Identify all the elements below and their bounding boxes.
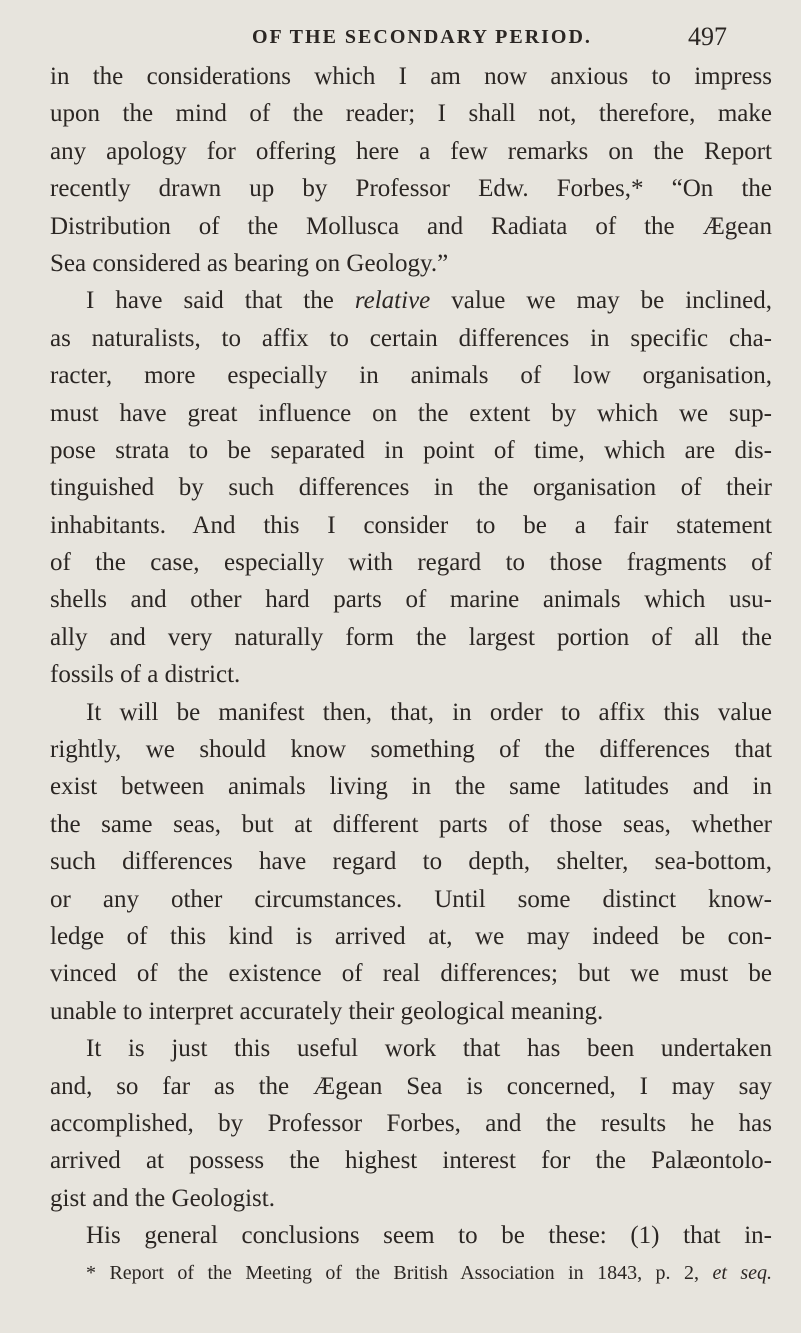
text-line <box>50 619 772 656</box>
text-line <box>50 731 772 768</box>
text-line-content <box>50 923 772 950</box>
text-segment: inhabitants. And this I consider to be a fair statement <box>50 511 772 539</box>
text-segment: His general conclusions seem to be these: (1) that in- <box>86 1222 772 1250</box>
text-line-content <box>50 512 772 539</box>
text-line <box>50 993 772 1030</box>
text-segment: of the case, especially with regard to those fragments of <box>50 549 772 577</box>
text-line-content <box>50 586 772 613</box>
text-line-content <box>50 998 603 1025</box>
text-line-content <box>50 138 772 165</box>
text-line-content <box>50 474 772 501</box>
text-line-content <box>50 773 772 800</box>
text-segment: shells and other hard parts of marine animals which usu- <box>50 586 772 614</box>
text-segment: ledge of this kind is arrived at, we may indeed be con- <box>50 922 772 950</box>
text-line <box>50 95 772 132</box>
text-segment: value we may be inclined, <box>430 287 772 315</box>
text-segment: rightly, we should know something of the differences that <box>50 736 772 764</box>
text-line <box>50 1142 772 1179</box>
text-line-content <box>50 1073 772 1100</box>
text-line-content <box>86 1035 772 1062</box>
page-number: 497 <box>688 22 727 51</box>
text-segment: the same seas, but at different parts of those seas, whether <box>50 810 772 838</box>
text-line <box>50 58 772 95</box>
running-head: OF THE SECONDARY PERIOD. <box>252 26 592 48</box>
text-segment: such differences have regard to depth, shelter, sea-bottom, <box>50 848 772 876</box>
text-line <box>50 544 772 581</box>
footnote-italic: et seq. <box>712 1262 772 1284</box>
text-segment: must have great influence on the extent by which we sup- <box>50 399 772 427</box>
text-line <box>50 395 772 432</box>
text-line <box>50 1217 772 1254</box>
text-line-content <box>50 886 772 913</box>
text-line-content <box>50 1185 275 1212</box>
text-line <box>50 955 772 992</box>
text-line-content <box>50 400 772 427</box>
text-line <box>50 656 772 693</box>
text-line <box>50 170 772 207</box>
text-segment: any apology for offering here a few remarks on the Report <box>50 137 772 165</box>
text-line-content <box>50 848 772 875</box>
body-text <box>50 58 772 1255</box>
text-line <box>50 320 772 357</box>
text-line <box>50 918 772 955</box>
text-line-content <box>50 661 240 688</box>
text-line <box>50 1068 772 1105</box>
text-segment: upon the mind of the reader; I shall not, therefore, make <box>50 100 772 128</box>
text-segment: gist and the Geologist. <box>50 1184 275 1212</box>
text-line-content <box>50 1147 772 1174</box>
text-line <box>50 843 772 880</box>
footnote-text: * Report of the Meeting of the British Association in 1843, p. 2, <box>86 1262 713 1284</box>
text-line-content <box>50 1110 772 1137</box>
text-segment: fossils of a district. <box>50 661 241 689</box>
text-line <box>50 806 772 843</box>
text-segment: Distribution of the Mollusca and Radiata of the Ægean <box>50 212 772 240</box>
text-line <box>50 507 772 544</box>
text-line-content <box>50 362 772 389</box>
text-line <box>50 282 772 319</box>
text-segment: It is just this useful work that has been undertaken <box>86 1035 772 1063</box>
text-line-content <box>86 287 772 314</box>
text-segment: unable to interpret accurately their geological meaning. <box>50 997 604 1025</box>
text-line <box>50 881 772 918</box>
text-line <box>50 1030 772 1067</box>
text-segment: tinguished by such differences in the organisation of their <box>50 474 772 502</box>
text-segment: Sea considered as bearing on Geology.” <box>50 249 449 277</box>
text-line <box>50 694 772 731</box>
text-line <box>50 1105 772 1142</box>
text-line-content <box>50 100 772 127</box>
text-segment: arrived at possess the highest interest for the Palæontolo- <box>50 1147 772 1175</box>
text-line <box>50 208 772 245</box>
text-line-content <box>50 325 772 352</box>
text-line-content <box>86 699 772 726</box>
text-line <box>50 1180 772 1217</box>
text-segment: ally and very naturally form the largest portion of all the <box>50 623 772 651</box>
text-line-content <box>50 175 772 202</box>
text-line <box>50 768 772 805</box>
text-line <box>50 133 772 170</box>
text-segment: It will be manifest then, that, in order to affix this value <box>86 698 772 726</box>
text-segment: in the considerations which I am now anxious to impress <box>50 63 772 90</box>
text-line-content <box>50 250 448 277</box>
text-line-content <box>50 213 772 240</box>
page-header <box>0 22 801 58</box>
text-segment: exist between animals living in the same latitudes and in <box>50 773 772 801</box>
text-segment: vinced of the existence of real differences; but we must be <box>50 960 772 988</box>
text-line-content <box>50 549 772 576</box>
text-segment: racter, more especially in animals of low organisation, <box>50 362 772 390</box>
text-segment: recently drawn up by Professor Edw. Forbes,* “On the <box>50 175 772 203</box>
text-line-content <box>86 1222 772 1249</box>
text-segment: as naturalists, to affix to certain differences in specific cha- <box>50 324 772 352</box>
text-line-content <box>50 811 772 838</box>
text-segment: or any other circumstances. Until some distinct know- <box>50 885 772 913</box>
footnote <box>86 1262 772 1285</box>
text-line-content <box>50 437 772 464</box>
text-line <box>50 245 772 282</box>
text-segment: accomplished, by Professor Forbes, and the results he has <box>50 1109 772 1137</box>
italic-text: relative <box>354 287 431 315</box>
text-line-content <box>50 736 772 763</box>
text-line <box>50 357 772 394</box>
text-line <box>50 432 772 469</box>
text-line-content <box>50 960 772 987</box>
text-line <box>50 469 772 506</box>
text-segment: and, so far as the Ægean Sea is concerned, I may say <box>50 1072 772 1100</box>
text-line-content <box>50 624 772 651</box>
text-segment: I have said that the <box>86 287 355 315</box>
text-line <box>50 581 772 618</box>
text-segment: pose strata to be separated in point of time, which are dis- <box>50 436 772 464</box>
text-line-content <box>50 63 772 90</box>
